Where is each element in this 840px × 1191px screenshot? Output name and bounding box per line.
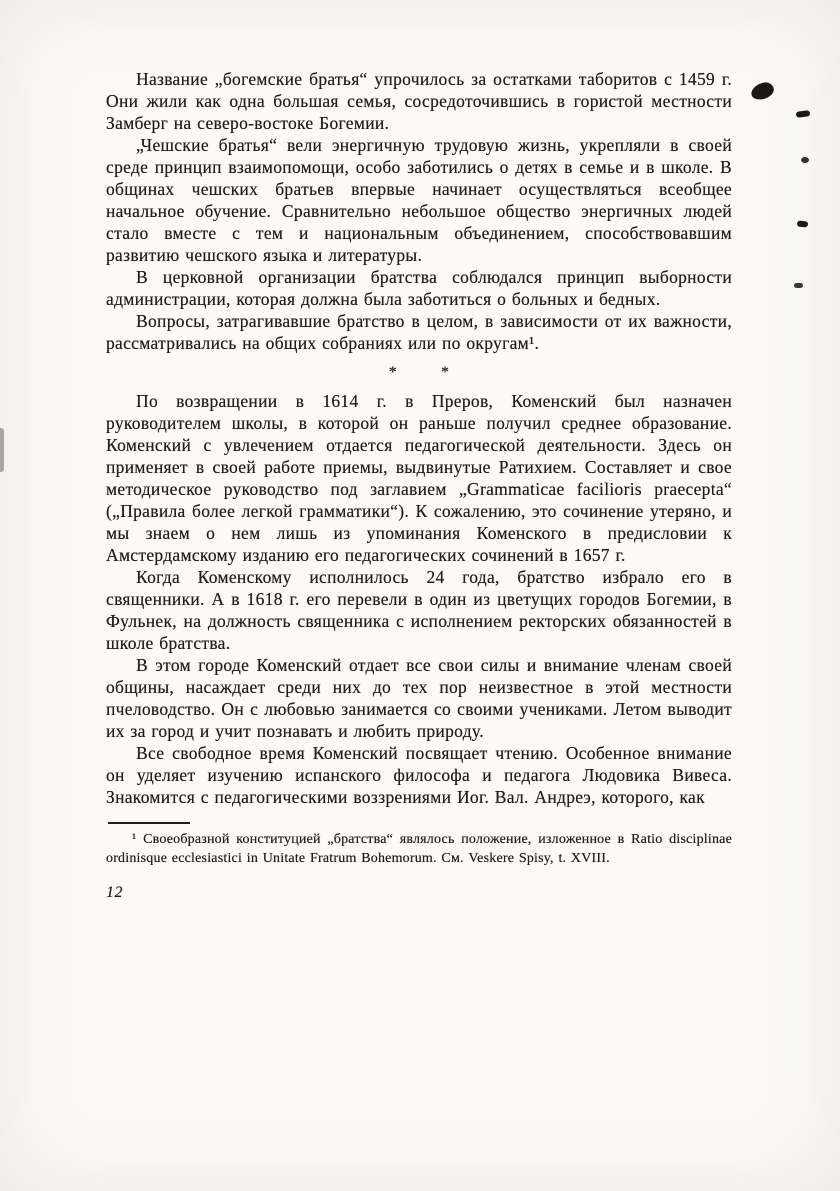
footnote-divider [108,822,190,824]
margin-mark-artifact [797,221,808,228]
text-block [106,68,732,904]
section-separator [106,354,732,390]
paragraph-czech-brothers: „Чешские братья“ вели энергичную трудовую жизнь, укрепляли в своей среде принцип взаимопомощи, особо заботились о детях в семье и в школе. В общинах чешских братьев впервые начинает осуществляться всеобщее начальное обучение. Сравнительно небольшое общество энергичных людей стало вместе с тем и национальным объединением, способствовавшим развитию чешского языка и литературы. [106,135,732,265]
footnote-text: ¹ Своеобразной конституцией „братства“ являлось положение, изложенное в Ratio disciplinae ordinisque ecclesiastici in Unitate Fratrum Bohemorum. См. Veskere Spisy, t. XVIII. [106,832,732,866]
paragraph-community-work: В этом городе Коменский отдает все свои силы и внимание членам своей общины, насаждает среди них до тех пор неизвестное в этой местности пчеловодство. Он с любовью занимается со своими учениками. Летом выводит их за город и учит познавать и любить природу. [106,655,732,741]
paragraph-church-organization: В церковной организации братства соблюдался принцип выборности администрации, которая должна была заботиться о больных и бедных. [106,267,732,309]
paragraph-bohemian-brothers: Название „богемские братья“ упрочилось за остатками таборитов с 1459 г. Они жили как одна большая семья, сосредоточившись в гористой местности Замберг на северо-востоке Богемии. [106,69,732,133]
margin-mark-artifact [801,157,809,163]
separator-asterisk-left: * [388,364,397,381]
paragraph-reading-vives: Все свободное время Коменский посвящает чтению. Особенное внимание он уделяет изучению испанского философа и педагога Людовика Вивеса. Знакомится с педагогическими воззрениями Иог. Вал. Андреэ, которого, как [106,743,732,807]
paragraph-questions-brotherhood: Вопросы, затрагивавшие братство в целом, в зависимости от их важности, рассматривались на общих собраниях или по округам¹. [106,311,732,353]
margin-mark-artifact [796,110,811,118]
ink-blot-artifact [750,81,776,101]
binding-smudge-artifact [0,428,4,472]
margin-mark-artifact [794,283,803,288]
page-number: 12 [106,884,123,901]
paragraph-return-prerov: По возвращении в 1614 г. в Преров, Коменский был назначен руководителем школы, в которой он раньше получил среднее образование. Коменский с увлечением отдается педагогической деятельности. Здесь он применяет в своей работе приемы, выдвинутые Ратихием. Составляет и свое методическое руководство под заглавием „Grammaticae facilioris praecepta“ („Правила более легкой грамматики“). К сожалению, это сочинение утеряно, и мы знаем о нем лишь из упоминания Коменского в предисловии к Амстердамскому изданию его педагогических сочинений в 1657 г. [106,391,732,565]
paragraph-priesthood-fulnek: Когда Коменскому исполнилось 24 года, братство избрало его в священники. А в 1618 г. его перевели в один из цветущих городов Богемии, в Фульнек, на должность священника с исполнением ректорских обязанностей в школе братства. [106,567,732,653]
separator-asterisk-right: * [441,364,450,381]
